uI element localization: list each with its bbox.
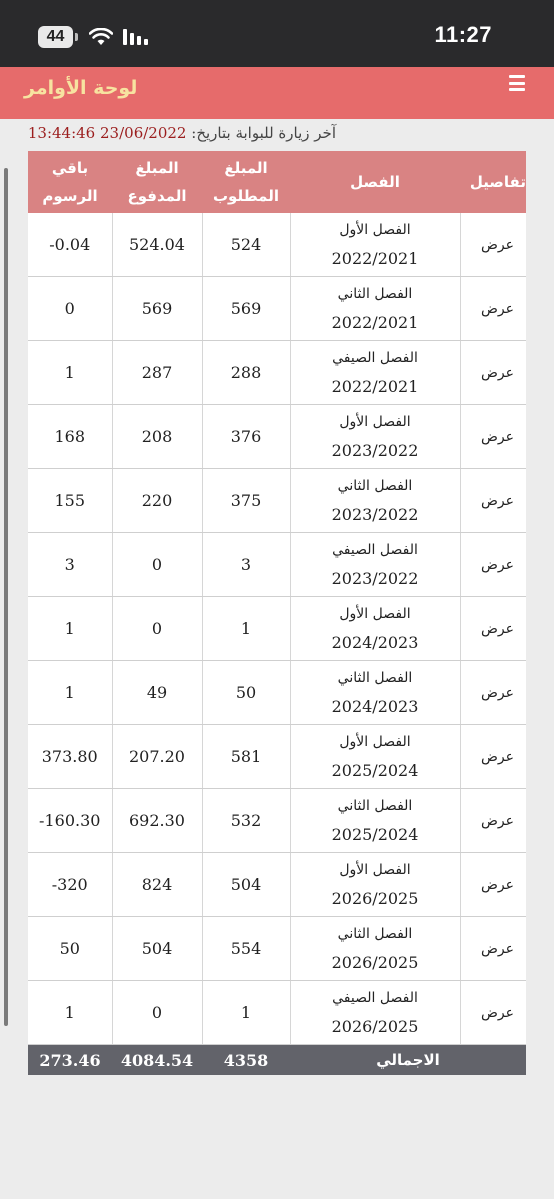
semester-cell: الفصل الصيفي 2026/2025 xyxy=(290,981,460,1045)
status-bar xyxy=(0,0,554,67)
details-link[interactable]: عرض xyxy=(460,213,526,277)
total-paid: 4084.54 xyxy=(112,1045,202,1076)
required-amount: 504 xyxy=(202,853,290,917)
total-row xyxy=(28,1045,526,1076)
details-link[interactable]: عرض xyxy=(460,853,526,917)
table-row xyxy=(28,213,526,277)
remaining-amount: 373.80 xyxy=(28,725,112,789)
column-header-paid: المبلغ المدفوع xyxy=(112,151,202,213)
total-remaining: 273.46 xyxy=(28,1045,112,1076)
paid-amount: 208 xyxy=(112,405,202,469)
paid-amount: 0 xyxy=(112,597,202,661)
paid-amount: 220 xyxy=(112,469,202,533)
last-visit-info xyxy=(0,124,336,142)
details-link[interactable]: عرض xyxy=(460,533,526,597)
scrollbar[interactable] xyxy=(4,168,8,1026)
required-amount: 1 xyxy=(202,981,290,1045)
battery-icon xyxy=(38,26,73,48)
paid-amount: 0 xyxy=(112,533,202,597)
semester-cell: الفصل الأول 2022/2021 xyxy=(290,213,460,277)
details-link[interactable]: عرض xyxy=(460,469,526,533)
details-link[interactable]: عرض xyxy=(460,789,526,853)
remaining-amount: 1 xyxy=(28,597,112,661)
table-row xyxy=(28,789,526,853)
details-link[interactable]: عرض xyxy=(460,597,526,661)
table-row xyxy=(28,469,526,533)
remaining-amount: 1 xyxy=(28,981,112,1045)
details-link[interactable]: عرض xyxy=(460,725,526,789)
semester-cell: الفصل الأول 2023/2022 xyxy=(290,405,460,469)
required-amount: 375 xyxy=(202,469,290,533)
required-amount: 554 xyxy=(202,917,290,981)
remaining-amount: 0 xyxy=(28,277,112,341)
table-row xyxy=(28,277,526,341)
total-required: 4358 xyxy=(202,1045,290,1076)
table-row xyxy=(28,341,526,405)
semester-cell: الفصل الثاني 2025/2024 xyxy=(290,789,460,853)
required-amount: 50 xyxy=(202,661,290,725)
cellular-signal-icon xyxy=(123,29,148,45)
paid-amount: 692.30 xyxy=(112,789,202,853)
table-header-row xyxy=(28,151,526,213)
remaining-amount: -320 xyxy=(28,853,112,917)
required-amount: 569 xyxy=(202,277,290,341)
remaining-amount: 168 xyxy=(28,405,112,469)
semester-cell: الفصل الثاني 2026/2025 xyxy=(290,917,460,981)
required-amount: 376 xyxy=(202,405,290,469)
paid-amount: 0 xyxy=(112,981,202,1045)
paid-amount: 824 xyxy=(112,853,202,917)
paid-amount: 287 xyxy=(112,341,202,405)
semester-cell: الفصل الصيفي 2023/2022 xyxy=(290,533,460,597)
remaining-amount: 1 xyxy=(28,341,112,405)
details-link[interactable]: عرض xyxy=(460,917,526,981)
table-row xyxy=(28,917,526,981)
column-header-required: المبلغ المطلوب xyxy=(202,151,290,213)
semester-cell: الفصل الأول 2024/2023 xyxy=(290,597,460,661)
clock: 11:27 xyxy=(434,22,492,47)
app-header xyxy=(0,67,554,119)
required-amount: 581 xyxy=(202,725,290,789)
table-row xyxy=(28,725,526,789)
fees-table xyxy=(28,151,526,1075)
battery-level: 44 xyxy=(46,28,65,45)
status-icons xyxy=(38,24,148,50)
details-link[interactable]: عرض xyxy=(460,981,526,1045)
table-row xyxy=(28,597,526,661)
remaining-amount: -0.04 xyxy=(28,213,112,277)
remaining-amount: 155 xyxy=(28,469,112,533)
app-title[interactable]: لوحة الأوامر xyxy=(24,77,138,99)
paid-amount: 504 xyxy=(112,917,202,981)
column-header-details: تفاصيل xyxy=(460,151,526,213)
wifi-icon xyxy=(89,28,113,46)
paid-amount: 569 xyxy=(112,277,202,341)
column-header-semester: الفصل xyxy=(290,151,460,213)
table-row xyxy=(28,533,526,597)
required-amount: 532 xyxy=(202,789,290,853)
details-link[interactable]: عرض xyxy=(460,341,526,405)
table-row xyxy=(28,661,526,725)
remaining-amount: 50 xyxy=(28,917,112,981)
details-link[interactable]: عرض xyxy=(460,661,526,725)
table-row xyxy=(28,853,526,917)
table-row xyxy=(28,405,526,469)
required-amount: 288 xyxy=(202,341,290,405)
details-link[interactable]: عرض xyxy=(460,277,526,341)
semester-cell: الفصل الثاني 2023/2022 xyxy=(290,469,460,533)
required-amount: 1 xyxy=(202,597,290,661)
paid-amount: 207.20 xyxy=(112,725,202,789)
remaining-amount: 3 xyxy=(28,533,112,597)
menu-icon[interactable] xyxy=(509,75,525,91)
last-visit-date: 23/06/2022 13:44:46 xyxy=(27,124,187,142)
required-amount: 524 xyxy=(202,213,290,277)
paid-amount: 524.04 xyxy=(112,213,202,277)
semester-cell: الفصل الأول 2025/2024 xyxy=(290,725,460,789)
remaining-amount: 1 xyxy=(28,661,112,725)
semester-cell: الفصل الثاني 2022/2021 xyxy=(290,277,460,341)
details-link[interactable]: عرض xyxy=(460,405,526,469)
required-amount: 3 xyxy=(202,533,290,597)
semester-cell: الفصل الثاني 2024/2023 xyxy=(290,661,460,725)
column-header-remaining: باقي الرسوم xyxy=(28,151,112,213)
paid-amount: 49 xyxy=(112,661,202,725)
last-visit-label: آخر زيارة للبوابة بتاريخ: xyxy=(191,124,336,142)
table-row xyxy=(28,981,526,1045)
total-label: الاجمالي xyxy=(290,1045,526,1076)
semester-cell: الفصل الأول 2026/2025 xyxy=(290,853,460,917)
remaining-amount: -160.30 xyxy=(28,789,112,853)
semester-cell: الفصل الصيفي 2022/2021 xyxy=(290,341,460,405)
